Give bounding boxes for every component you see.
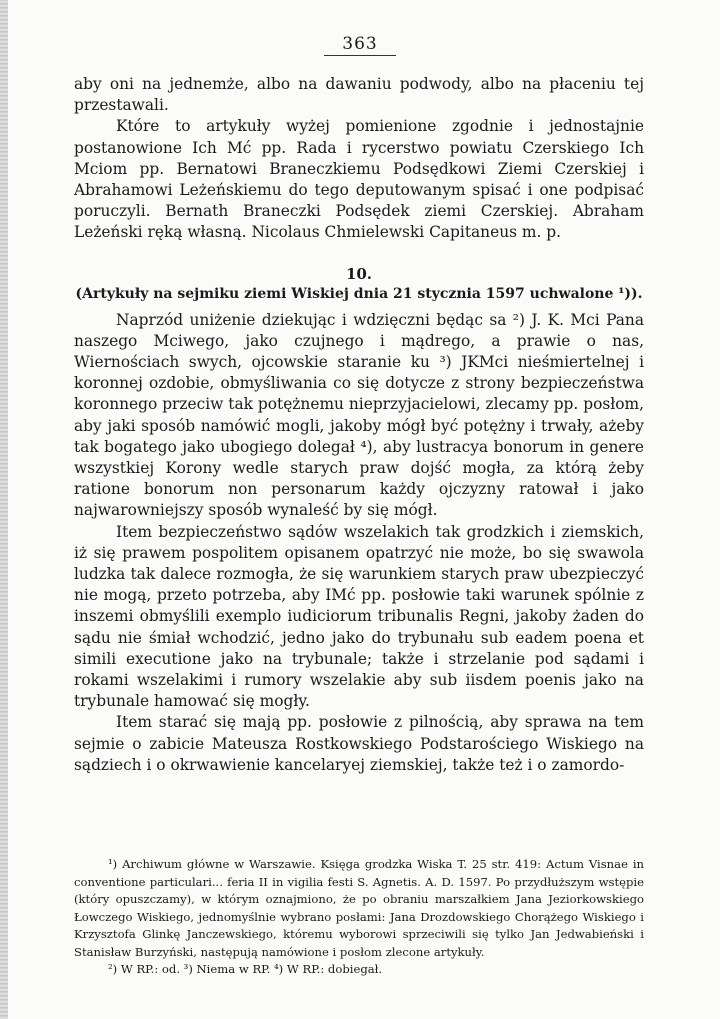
section-title: (Artykuły na sejmiku ziemi Wiskiej dnia 21 stycznia 1597 uchwalone ¹)). <box>75 285 643 302</box>
footnote: ¹) Archiwum główne w Warszawie. Księga grodzka Wiska T. 25 str. 419: Actum Visnae in conventione particulari... feria II in vigilia festi S. Agnetis. A. D. 1597. Po przydłuższym wstępie (który opuszczamy), w którym oznajmiono, że po obraniu marszałkiem Jana Jeziorkowskiego Łowczego Wiskiego, jednomyślnie wybrano posłami: Jana Drozdowskiego Chorążego Wiskiego i Krzysztofa Glinkę Janczewskiego, któremu wyborowi sprzeciwili się tylko Jan Jedwabieński i Stanisław Burzyński, następują namówione i posłom zlecone artykuły. <box>74 857 644 959</box>
paragraph: Item bezpieczeństwo sądów wszelakich tak grodzkich i ziemskich, iż się prawem pospolitem opisanem opatrzyć nie może, bo się swawola ludzka tak dalece rozmogła, że się warunkiem starych praw ubezpieczyć nie mogą, przeto potrzeba, aby IMć pp. posłowie taki warunek spólnie z inszemi obmyślili exemplo iudiciorum tribunalis Regni, jakoby żaden do sądu nie śmiał wchodzić, jedno jako do trybunału sub eadem poena et simili executione jako na trybunale; także i strzelanie pod sądami i rokami wszelakimi i rumory wszelakie aby sub iisdem poenis jako na trybunale hamować się mogły. <box>74 522 644 711</box>
paragraph: aby oni na jednemże, albo na dawaniu podwody, albo na płaceniu tej przestawali. <box>74 75 644 115</box>
page-number-text: 363 <box>324 34 395 56</box>
section-number: 10. <box>345 264 373 283</box>
paragraph: Naprzód uniżenie dziekując i wdzięczni będąc sa ²) J. K. Mci Pana naszego Mciwego, jako czujnego i mądrego, a prawie o nas, Wiernościach swych, ojcowskie staranie ku ³) JKMci nieśmiertelnej i koronnej ozdobie, obmyśliwania co się dotycze z strony bezpieczeństwa koronnego przeciw tak potężnemu nieprzyjacielowi, zlecamy pp. posłom, aby jaki sposób namówić mogli, jakoby mógł być potężny i trwały, ażeby tak bogatego jako ubogiego dolegał ⁴), aby lustracya bonorum in genere wszystkiej Korony wedle starych praw dojść mogła, za którą żeby ratione bonorum non personarum każdy ojczyzny ratował i jako najwarowniejszy sposób wynaleść by się mógł. <box>74 310 644 520</box>
paragraph: Item starać się mają pp. posłowie z pilnością, aby sprawa na tem sejmie o zabicie Mateusza Rostkowskiego Podstarościego Wiskiego na sądziech i o okrwawienie kancelaryej ziemskiej, także też i o zamordo- <box>74 713 644 774</box>
scan-binding-edge <box>0 0 8 1019</box>
main-text <box>74 74 644 776</box>
footnotes <box>74 856 644 979</box>
footnote: ²) W RP.: od. ³) Niema w RP. ⁴) W RP.: dobiegał. <box>108 962 383 976</box>
page-number <box>0 34 720 54</box>
paragraph: Które to artykuły wyżej pomienione zgodnie i jednostajnie postanowione Ich Mć pp. Rada i rycerstwo powiatu Czerskiego Ich Mciom pp. Bernatowi Braneczkiemu Podsędkowi Ziemi Czerskiej i Abrahamowi Leżeńskiemu do tego deputowanym spisać i one podpisać poruczyli. Bernath Braneczki Podsędek ziemi Czerskiej. Abraham Leżeński ręką własną. Nicolaus Chmielewski Capitaneus m. p. <box>74 117 644 242</box>
